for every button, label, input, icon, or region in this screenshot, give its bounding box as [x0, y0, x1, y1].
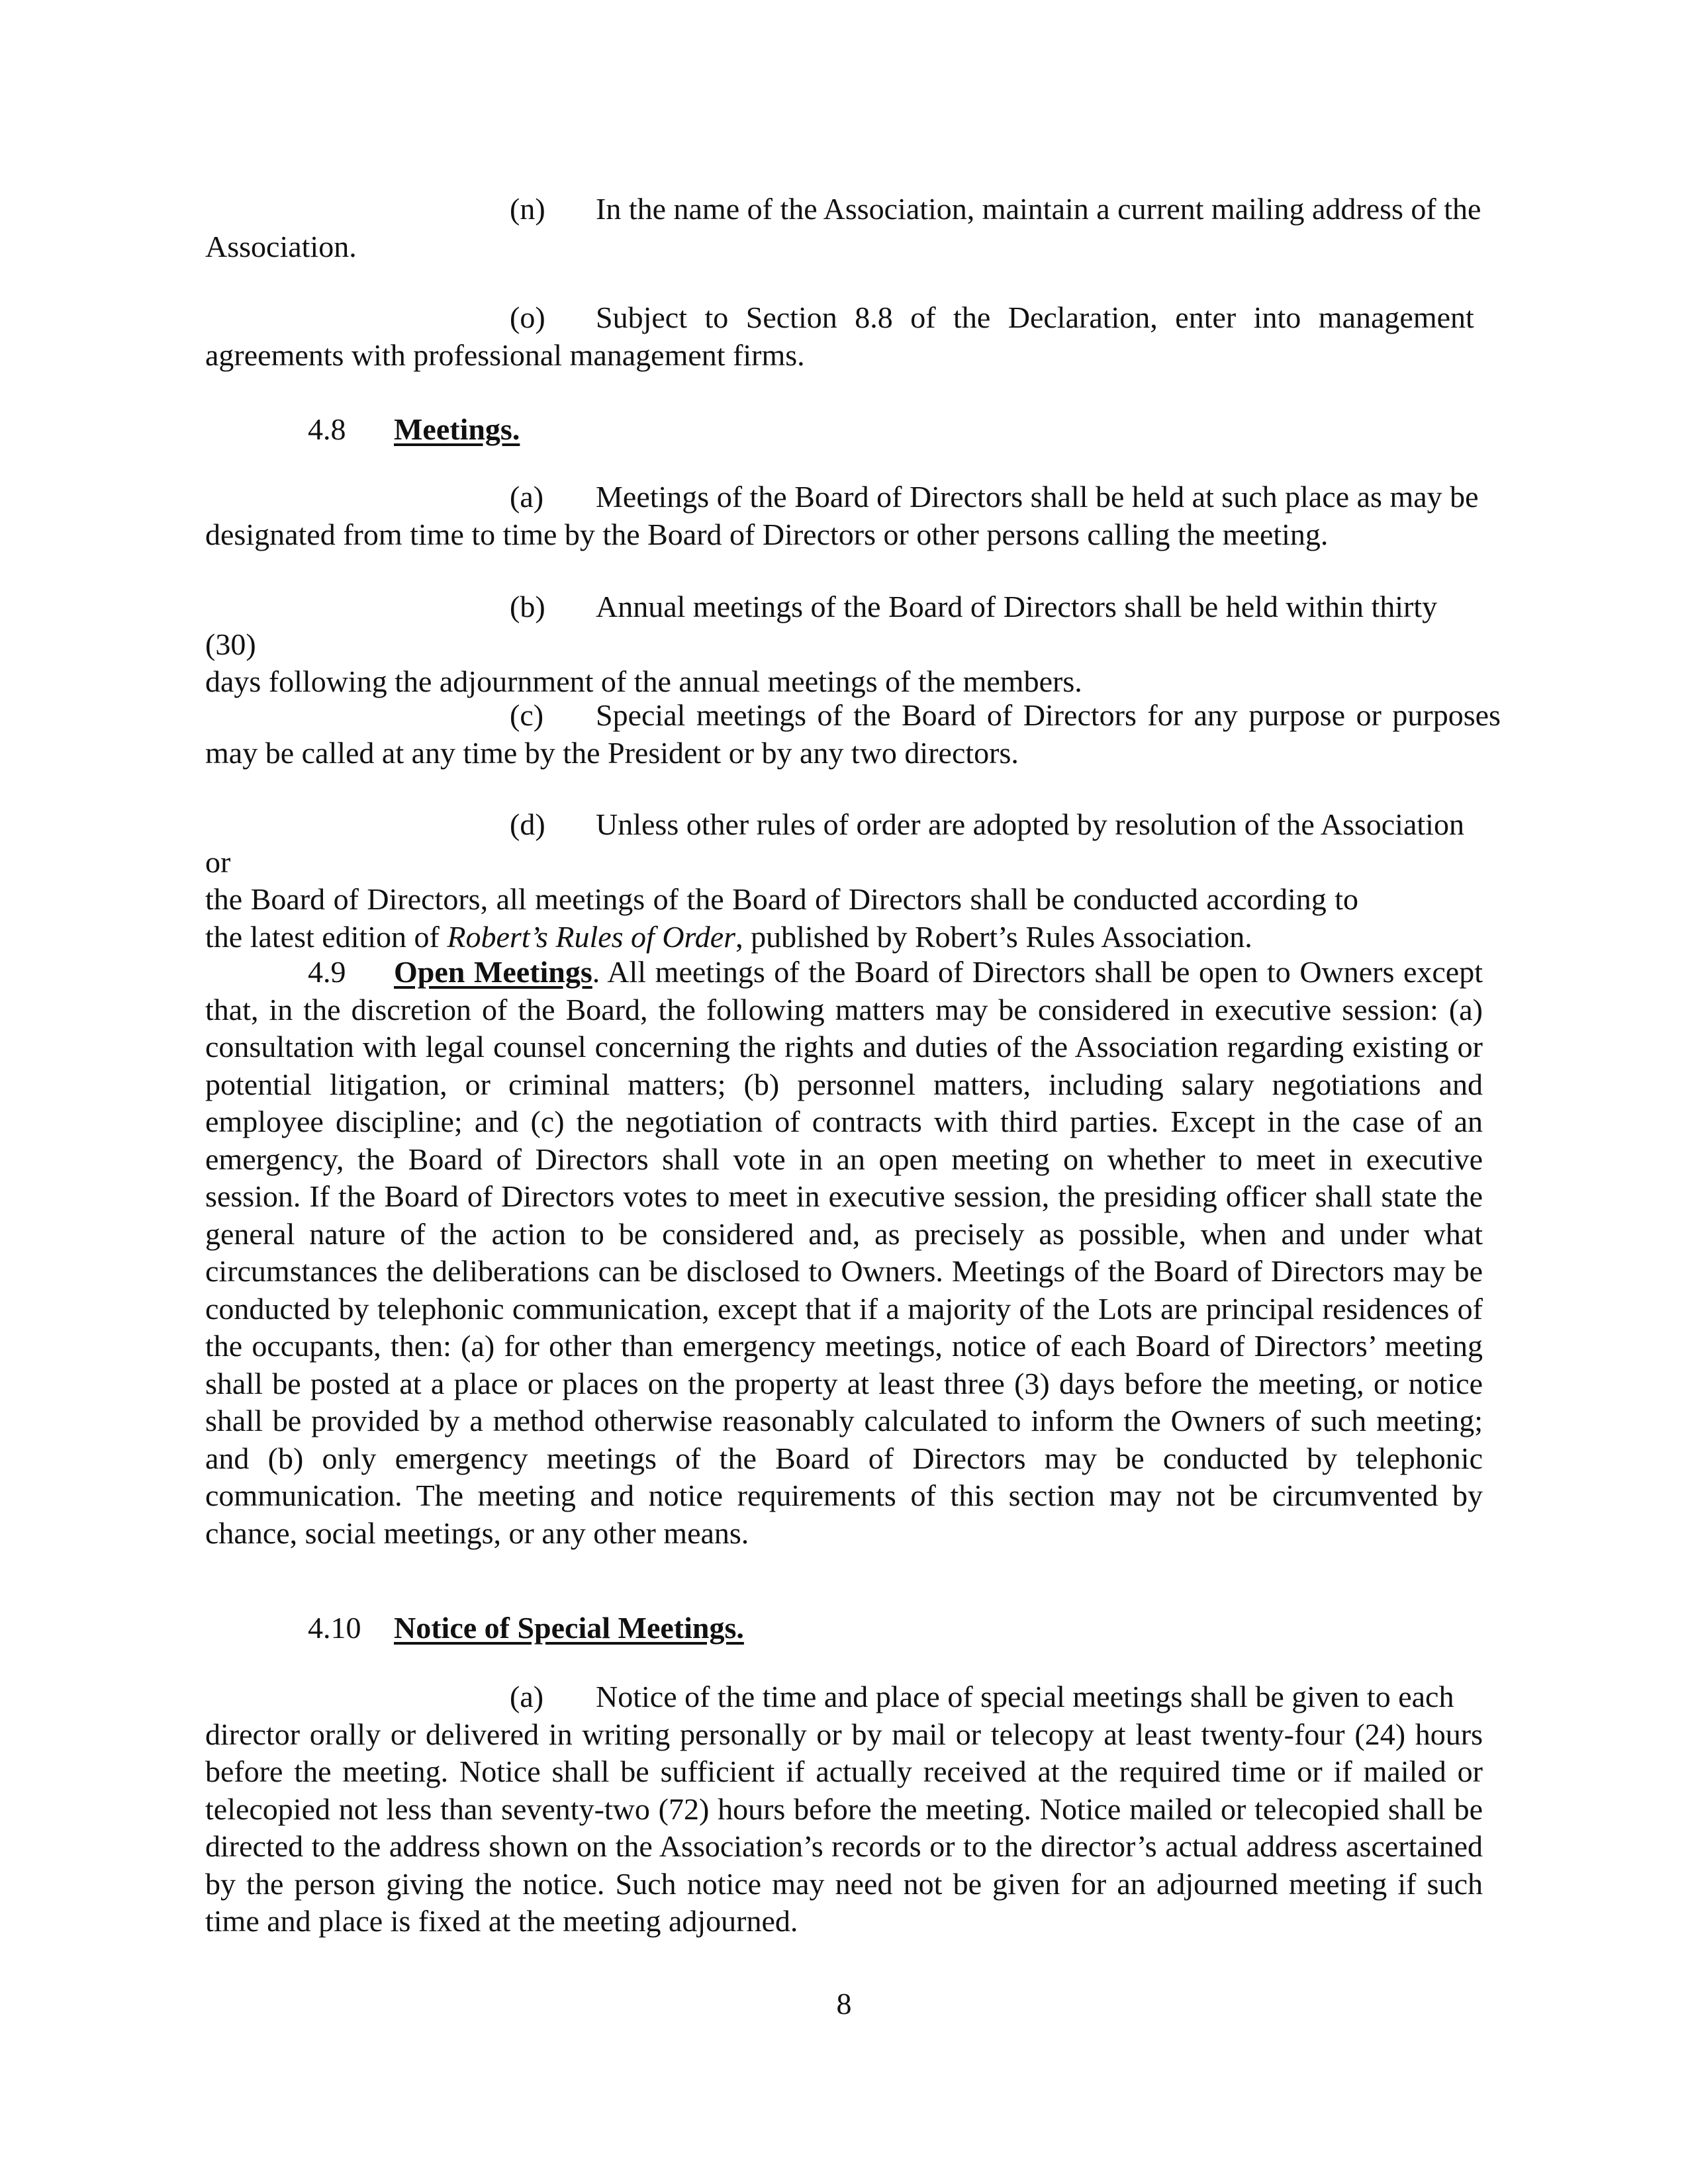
page-number: 8 — [836, 1987, 852, 2021]
item-label: (a) — [510, 1680, 544, 1713]
item-label: (a) — [510, 480, 544, 514]
section-number: 4.10 — [308, 1611, 361, 1645]
item-o — [205, 299, 1483, 374]
item-text: Special meetings of the Board of Directors for any purpose or purposes — [596, 698, 1501, 732]
meetings-item-a — [205, 478, 1483, 553]
section-title: Notice of Special Meetings. — [394, 1611, 744, 1645]
section-title: Open Meetings — [394, 955, 592, 989]
item-text: Meetings of the Board of Directors shall be held at such place as may be — [596, 480, 1479, 514]
item-text: In the name of the Association, maintain a current mailing address of the — [596, 192, 1481, 226]
item-label: (b) — [510, 590, 545, 623]
item-text-continued: agreements with professional management firms. — [205, 338, 805, 372]
item-label: (c) — [510, 698, 544, 732]
notice-item-a — [205, 1678, 1483, 1940]
robert-rules-title: Robert’s Rules of Order — [447, 919, 736, 954]
section-number: 4.9 — [308, 955, 346, 989]
section-title: Meetings. — [394, 412, 520, 446]
section-heading-4-10 — [205, 1610, 1483, 1647]
item-text-continued: Association. — [205, 229, 357, 263]
item-label: (n) — [510, 192, 545, 226]
item-text: Unless other rules of order are adopted by resolution of the Association or — [205, 807, 1464, 879]
item-text-continued: designated from time to time by the Board of Directors or other persons calling the meeting. — [205, 517, 1329, 551]
meetings-item-d — [205, 806, 1483, 956]
item-n — [205, 191, 1483, 265]
item-text-continued: director orally or delivered in writing personally or by mail or telecopy at least twenty-four (24) hours before the meeting. Notice shall be sufficient if actually received at the required time or if mailed or telecopied not less than seventy-two (72) hours before the meeting. Notice mailed or telecopied shall be directed to the address shown on the Association’s records or to the director’s actual address ascertained by the person giving the notice. Such notice may need not be given for an adjourned meeting if such time and place is fixed at the meeting adjourned. — [205, 1717, 1483, 1938]
section-body: . All meetings of the Board of Directors shall be open to Owners except that, in the discretion of the Board, the following matters may be considered in executive session: (a) consultation with legal counsel concerning the rights and duties of the Association regarding existing or potential litigation, or criminal matters; (b) personnel matters, including salary negotiations and employee discipline; and (c) the negotiation of contracts with third parties. Except in the case of an emergency, the Board of Directors shall vote in an open meeting on whether to meet in executive session. If the Board of Directors votes to meet in executive session, the presiding officer shall state the general nature of the action to be considered and, as precisely as possible, when and under what circumstances the deliberations can be disclosed to Owners. Meetings of the Board of Directors may be conducted by telephonic communication, except that if a majority of the Lots are principal residences of the occupants, then: (a) for other than emergency meetings, notice of each Board of Directors’ meeting shall be posted at a place or places on the property at least three (3) days before the meeting, or notice shall be provided by a method otherwise reasonably calculated to inform the Owners of such meeting; and (b) only emergency meetings of the Board of Directors may be conducted by telephonic communication. The meeting and notice requirements of this section may not be circumvented by chance, social meetings, or any other means. — [205, 955, 1483, 1550]
item-text: Subject to Section 8.8 of the Declaration, enter into management — [596, 300, 1474, 334]
item-text-continued: may be called at any time by the President or by any two directors. — [205, 735, 1019, 770]
section-heading-4-8 — [205, 411, 1483, 449]
item-text-continued: the Board of Directors, all meetings of the Board of Directors shall be conducted according to — [205, 882, 1358, 916]
item-text-continued: days following the adjournment of the annual meetings of the members. — [205, 664, 1082, 698]
section-4-9-paragraph — [205, 954, 1483, 1552]
meetings-item-b — [205, 588, 1483, 701]
meetings-item-c — [205, 697, 1501, 772]
section-number: 4.8 — [308, 412, 346, 446]
item-text-continued: the latest edition of — [205, 919, 447, 954]
item-text: Notice of the time and place of special meetings shall be given to each — [596, 1680, 1454, 1713]
item-label: (d) — [510, 807, 545, 841]
item-label: (o) — [510, 300, 545, 334]
item-text-continued: , published by Robert’s Rules Association. — [735, 919, 1252, 954]
item-text: Annual meetings of the Board of Directors shall be held within thirty (30) — [205, 590, 1438, 661]
